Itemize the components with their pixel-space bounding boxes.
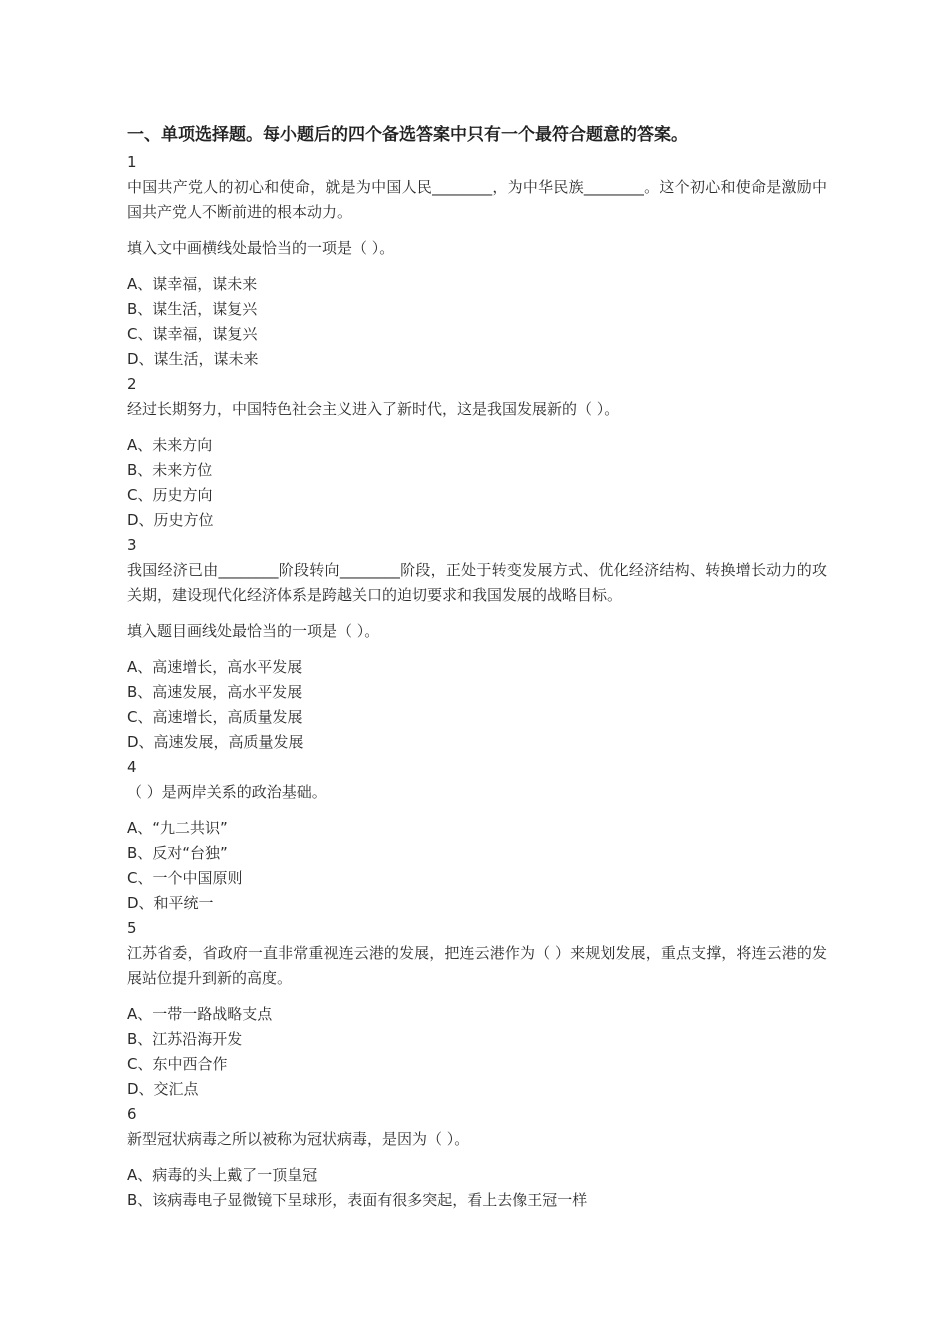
answer-option: C、历史方向 (127, 486, 213, 504)
answer-option: A、未来方向 (127, 436, 213, 454)
answer-option: C、东中西合作 (127, 1055, 228, 1073)
answer-option: C、谋幸福，谋复兴 (127, 325, 258, 343)
answer-option: A、“九二共识” (127, 819, 228, 837)
answer-option: A、一带一路战略支点 (127, 1005, 273, 1023)
option-list (127, 433, 827, 533)
answer-option: C、高速增长，高质量发展 (127, 708, 303, 726)
question-number: 5 (127, 919, 137, 937)
question-block (127, 1102, 827, 1213)
question-prompt: 填入文中画横线处最恰当的一项是（ ）。 (127, 239, 395, 257)
question-stem: 我国经济已由________阶段转向________阶段，正处于转变发展方式、优化经济结构、转换增长动力的攻关期，建设现代化经济体系是跨越关口的迫切要求和我国发展的战略目标。 (127, 561, 827, 604)
question-prompt: 填入题目画线处最恰当的一项是（ ）。 (127, 622, 380, 640)
answer-option: B、高速发展，高水平发展 (127, 683, 303, 701)
option-list (127, 1163, 827, 1213)
answer-option: A、高速增长，高水平发展 (127, 658, 303, 676)
answer-option: D、历史方位 (127, 511, 214, 529)
answer-option: D、谋生活，谋未来 (127, 350, 259, 368)
answer-option: D、和平统一 (127, 894, 214, 912)
question-block (127, 150, 827, 372)
answer-option: B、谋生活，谋复兴 (127, 300, 258, 318)
question-stem: 新型冠状病毒之所以被称为冠状病毒，是因为（ ）。 (127, 1130, 470, 1148)
question-number: 1 (127, 153, 137, 171)
question-block (127, 755, 827, 916)
answer-option: A、病毒的头上戴了一顶皇冠 (127, 1166, 318, 1184)
section-title: 一、单项选择题。每小题后的四个备选答案中只有一个最符合题意的答案。 (127, 125, 688, 145)
question-stem: 中国共产党人的初心和使命，就是为中国人民________，为中华民族________。这个初心和使命是激励中国共产党人不断前进的根本动力。 (127, 178, 827, 221)
option-list (127, 272, 827, 372)
question-number: 3 (127, 536, 137, 554)
question-number: 4 (127, 758, 137, 776)
option-list (127, 816, 827, 916)
answer-option: B、该病毒电子显微镜下呈球形，表面有很多突起，看上去像王冠一样 (127, 1191, 588, 1209)
question-stem: 江苏省委，省政府一直非常重视连云港的发展，把连云港作为（ ）来规划发展，重点支撑，将连云港的发展站位提升到新的高度。 (127, 944, 827, 987)
option-list (127, 655, 827, 755)
answer-option: B、反对“台独” (127, 844, 228, 862)
question-stem: 经过长期努力，中国特色社会主义进入了新时代，这是我国发展新的（ ）。 (127, 400, 620, 418)
answer-option: B、未来方位 (127, 461, 213, 479)
question-number: 2 (127, 375, 137, 393)
question-list (127, 150, 827, 1213)
document-page (127, 122, 827, 1213)
question-block (127, 533, 827, 755)
option-list (127, 1002, 827, 1102)
answer-option: B、江苏沿海开发 (127, 1030, 243, 1048)
answer-option: D、交汇点 (127, 1080, 199, 1098)
question-block (127, 916, 827, 1102)
answer-option: A、谋幸福，谋未来 (127, 275, 258, 293)
answer-option: C、一个中国原则 (127, 869, 243, 887)
answer-option: D、高速发展，高质量发展 (127, 733, 304, 751)
question-block (127, 372, 827, 533)
question-number: 6 (127, 1105, 137, 1123)
question-stem: （ ）是两岸关系的政治基础。 (127, 783, 327, 801)
